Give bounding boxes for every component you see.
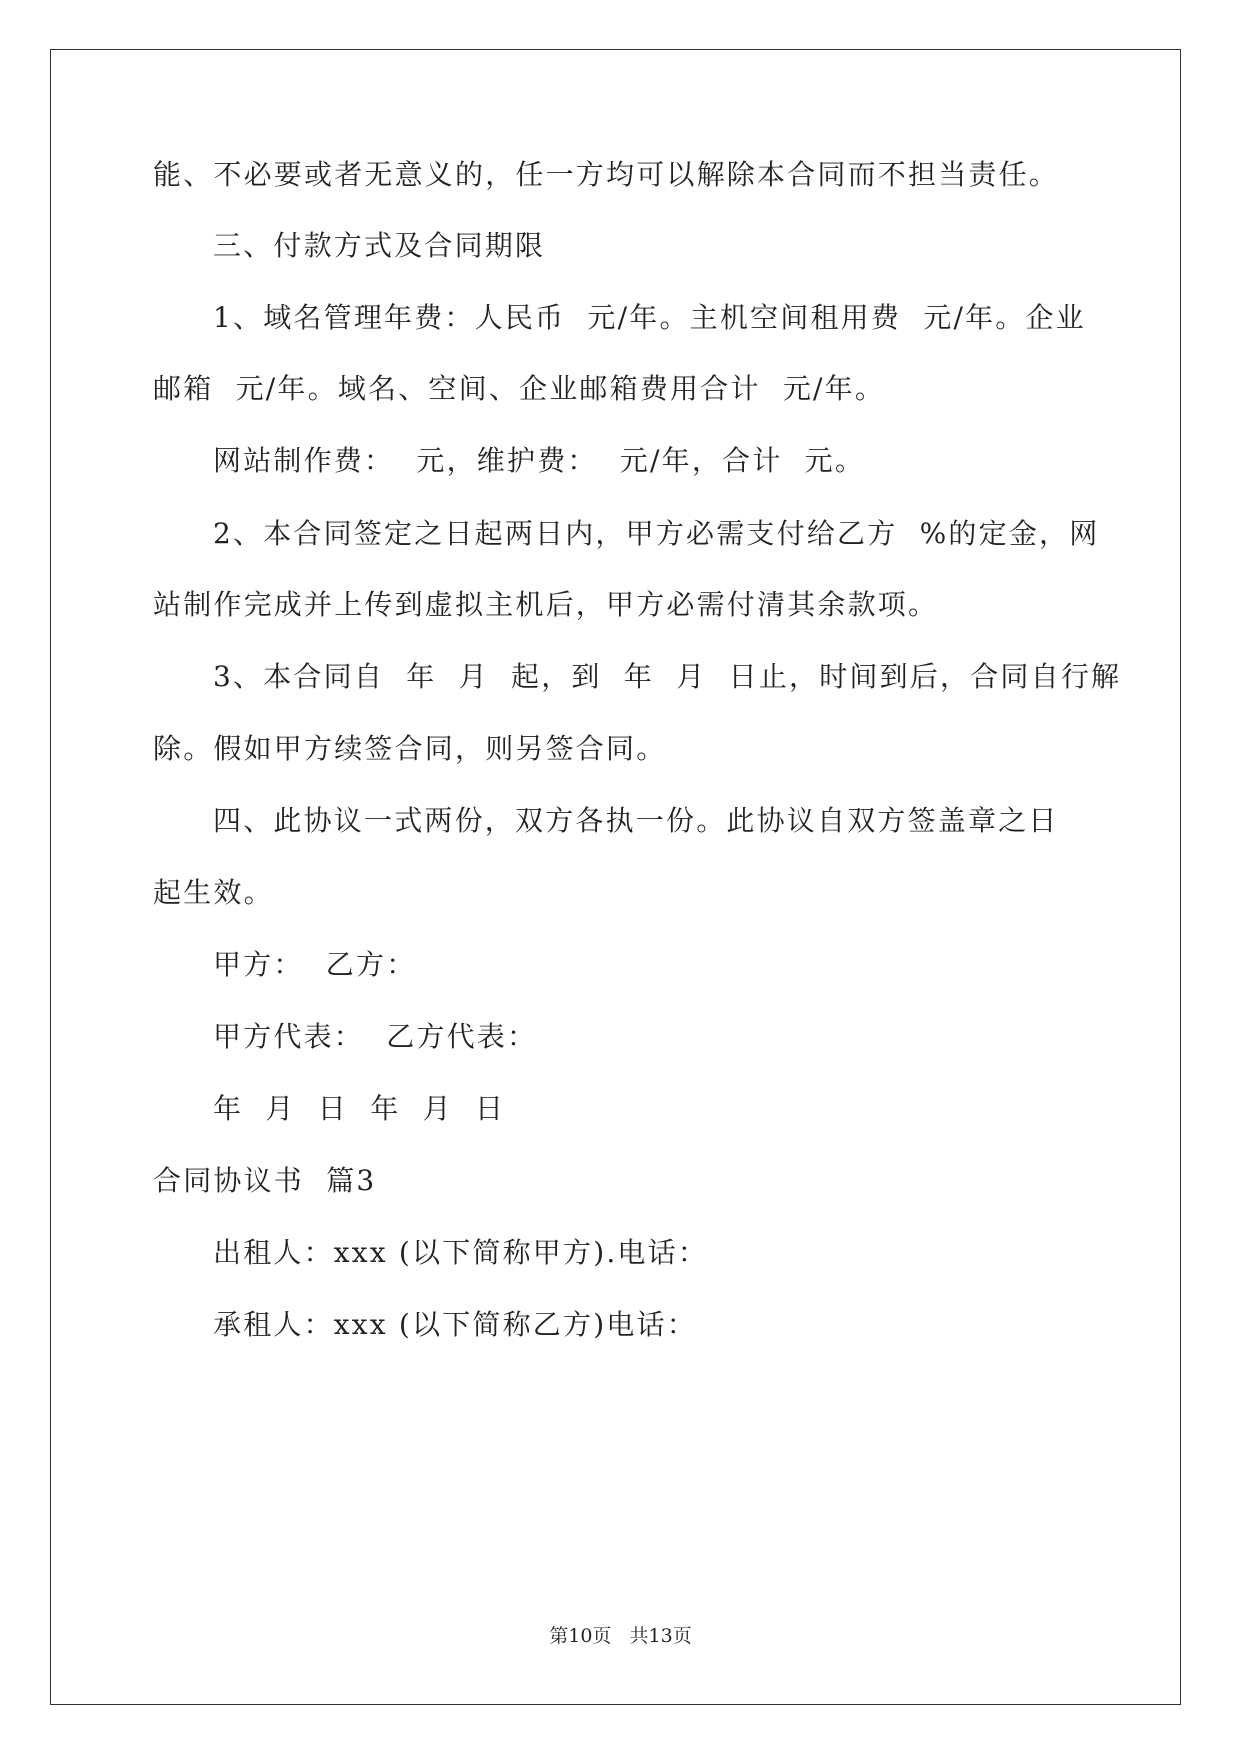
text-line: 网站制作费： 元，维护费： 元/年，合计 元。: [213, 444, 866, 477]
signature-line-dates: 年 月 日 年 月 日: [213, 1092, 506, 1125]
document-title: 合同协议书 篇3: [153, 1164, 377, 1197]
text-line: 邮箱 元/年。域名、空间、企业邮箱费用合计 元/年。: [153, 372, 886, 405]
signature-line-parties: 甲方： 乙方：: [213, 948, 417, 981]
text-line: 站制作完成并上传到虚拟主机后，甲方必需付清其余款项。: [153, 588, 939, 621]
text-line: 3、本合同自 年 月 起，到 年 月 日止，时间到后，合同自行解: [213, 660, 1122, 693]
lessee-line: 承租人：xxx (以下简称乙方)电话：: [213, 1308, 697, 1341]
text-line: 2、本合同签定之日起两日内，甲方必需支付给乙方 %的定金，网: [213, 517, 1100, 550]
text-line: 除。假如甲方续签合同，则另签合同。: [153, 732, 667, 765]
lessor-line: 出租人：xxx (以下简称甲方).电话：: [213, 1236, 709, 1269]
text-line: 1、域名管理年费：人民币 元/年。主机空间租用费 元/年。企业: [213, 301, 1086, 334]
signature-line-representatives: 甲方代表： 乙方代表：: [213, 1020, 538, 1053]
page-number: 第10页 共13页: [549, 1625, 692, 1647]
text-line: 能、不必要或者无意义的，任一方均可以解除本合同而不担当责任。: [153, 158, 1060, 191]
section-heading: 三、付款方式及合同期限: [213, 229, 546, 262]
section-heading: 四、此协议一式两份，双方各执一份。此协议自双方签盖章之日: [213, 804, 1059, 837]
text-line: 起生效。: [153, 876, 274, 909]
